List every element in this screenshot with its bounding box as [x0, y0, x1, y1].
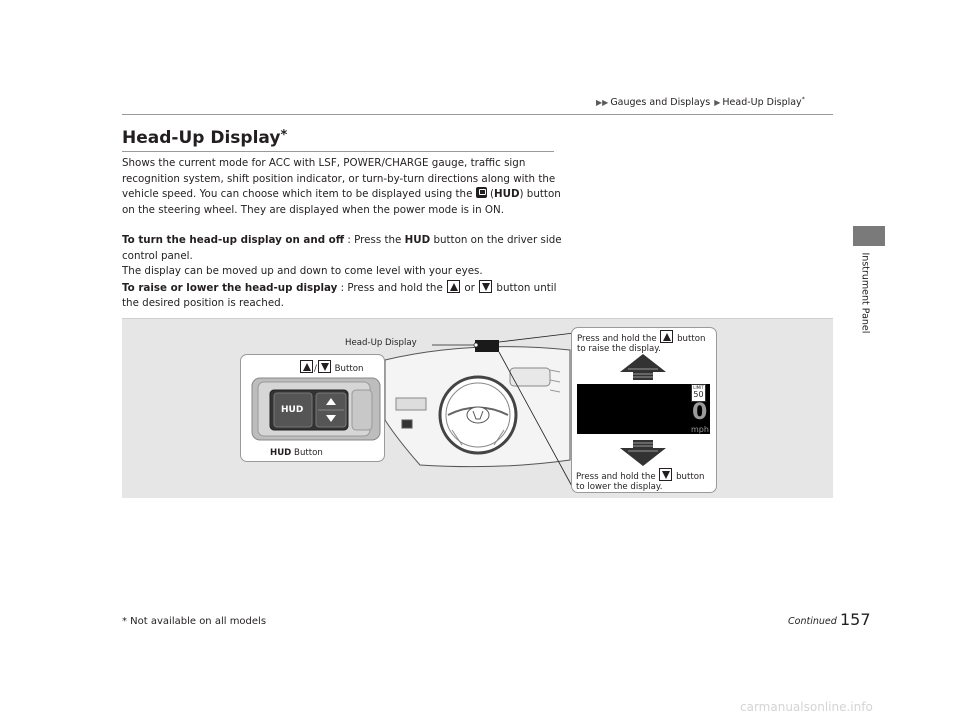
- page-number: 157: [840, 610, 871, 629]
- breadcrumb-arrow-icon: ▶▶: [596, 98, 609, 108]
- lower-label-2: button: [673, 472, 705, 482]
- intro-hud-label: HUD: [493, 188, 520, 201]
- turn-tail: button on the driver side control panel.: [122, 234, 562, 262]
- turn-heading: To turn the head-up display on and off: [122, 234, 345, 246]
- intro-paren: (: [486, 188, 494, 201]
- hud-key-label: HUD: [281, 405, 304, 415]
- speed-value: 0: [692, 400, 708, 425]
- move-instruction: The display can be moved up and down to come level with your eyes.: [122, 265, 483, 278]
- watermark: carmanualsonline.info: [740, 700, 873, 714]
- turn-mid: : Press the: [344, 234, 405, 246]
- raise-label-1: Press and hold the: [577, 334, 660, 344]
- limit-label: LIMIT: [693, 385, 704, 390]
- raise-tail: button until the desired position is reached.: [122, 281, 557, 310]
- breadcrumb-item-gauges[interactable]: Gauges and Displays: [610, 97, 711, 109]
- raise-heading: To raise or lower the head-up display: [122, 281, 338, 294]
- breadcrumb-item-hud[interactable]: Head-Up Display: [722, 97, 802, 109]
- intro-text-1: Shows the current mode for ACC with LSF, POWER/CHARGE gauge, traffic sign recognition system, shift position indicator, or turn-by-turn directions along with the vehicle speed. You can choose which item to be displayed using the: [122, 157, 556, 201]
- breadcrumb-arrow-icon: ▶: [714, 98, 721, 108]
- lower-label-1: Press and hold the: [576, 472, 659, 482]
- updown-button-text: Button: [331, 364, 364, 374]
- breadcrumb-asterisk: *: [801, 96, 805, 103]
- raise-or: or: [461, 281, 479, 294]
- limit-value: 50: [693, 390, 704, 399]
- lower-label-3: to lower the display.: [576, 482, 663, 492]
- lower-line-1: [576, 468, 704, 482]
- up-arrow-icon: [620, 354, 666, 380]
- lower-label: [576, 468, 704, 492]
- raise-mid: : Press and hold the: [337, 281, 447, 294]
- raise-label-2: button: [674, 334, 706, 344]
- updown-slash: /: [314, 364, 317, 374]
- turn-hud: HUD: [404, 234, 431, 246]
- hud-button-text: Button: [291, 448, 323, 458]
- speed-unit: mph: [691, 425, 709, 434]
- head-up-display-label: Head-Up Display: [345, 338, 417, 348]
- footnote: * Not available on all models: [122, 616, 267, 627]
- hud-button-bold: HUD: [270, 448, 292, 458]
- title-asterisk: *: [280, 128, 288, 143]
- raise-label-3: to raise the display.: [577, 344, 661, 354]
- page-title-text: Head-Up Display: [122, 128, 281, 148]
- down-arrow-icon: [620, 440, 666, 466]
- down-button-icon: [659, 468, 672, 481]
- chapter-label-text: Instrument Panel: [859, 252, 871, 334]
- continued-label: Continued: [788, 616, 837, 627]
- intro-text-2: ) button on the steering wheel. They are displayed when the power mode is in ON.: [122, 188, 561, 216]
